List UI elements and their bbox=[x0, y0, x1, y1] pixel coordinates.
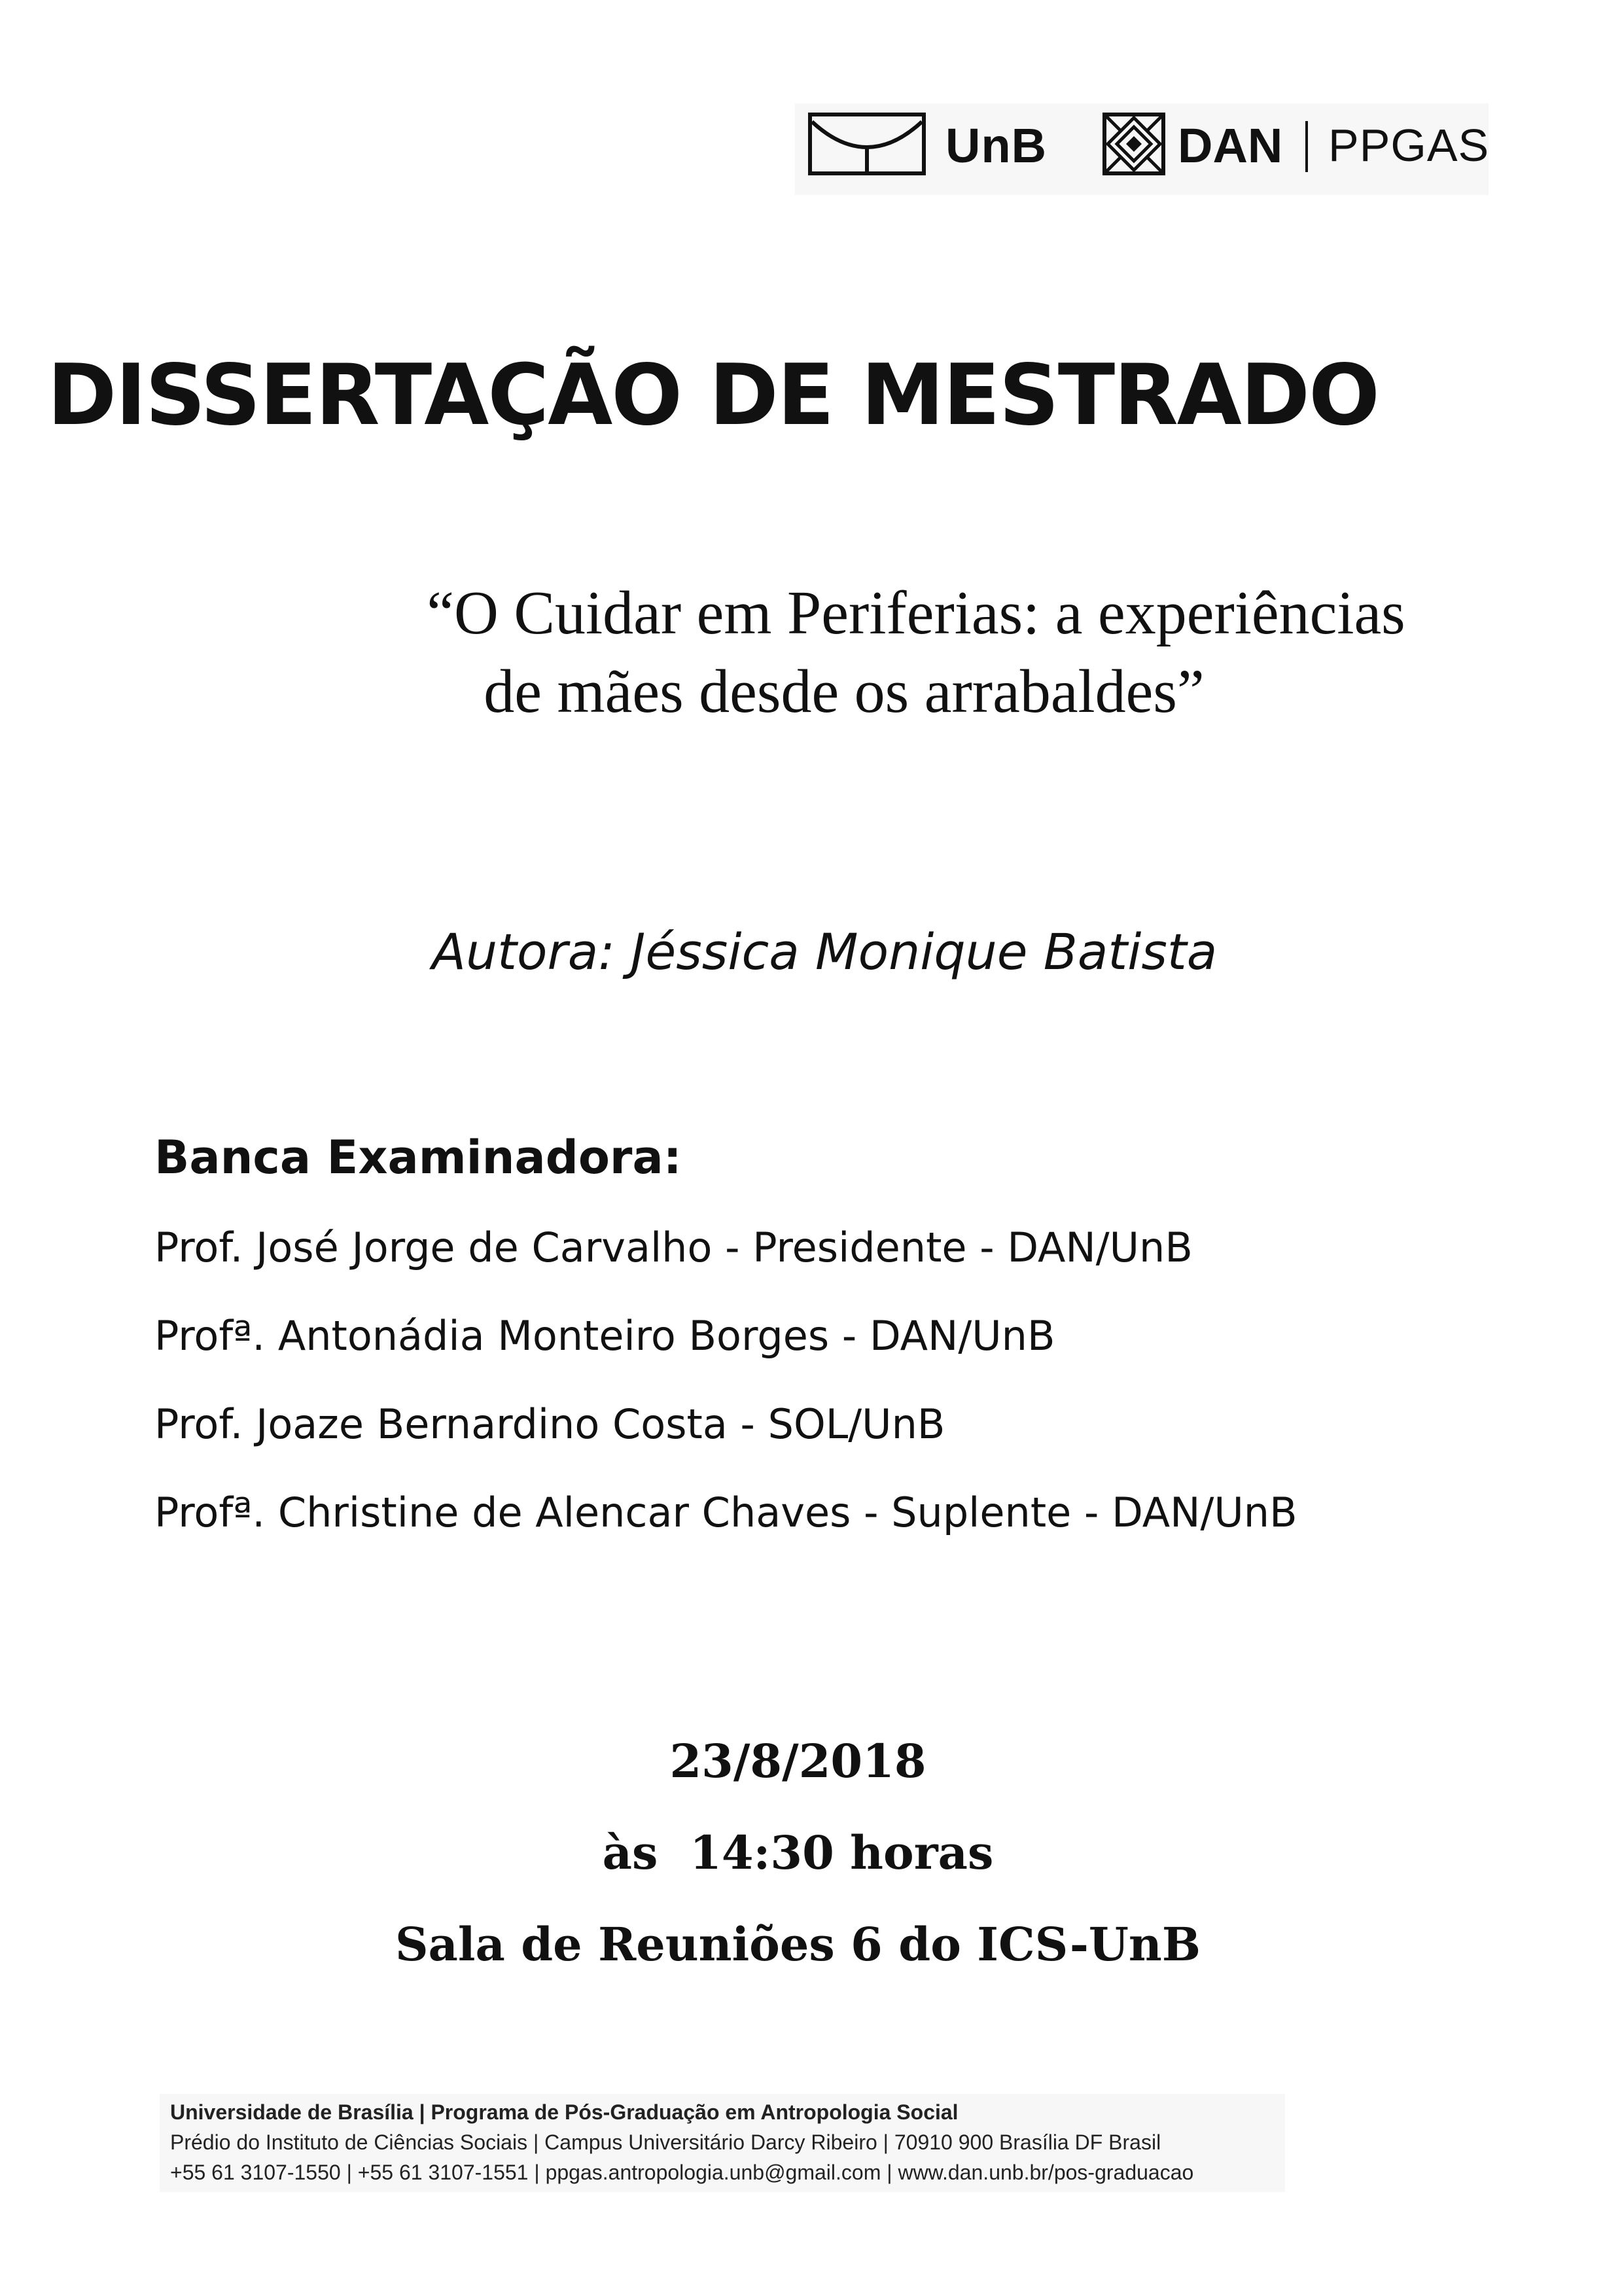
dan-logo-text: DAN bbox=[1178, 118, 1283, 173]
unb-envelope-logo-icon bbox=[808, 113, 926, 175]
author: Autora: Jéssica Monique Batista bbox=[432, 923, 1218, 981]
dan-diamond-pattern-icon bbox=[1102, 113, 1165, 175]
document-title: DISSERTAÇÃO DE MESTRADO bbox=[47, 347, 1379, 444]
board-member: Prof. Joaze Bernardino Costa - SOL/UnB bbox=[154, 1400, 945, 1448]
board-member: Profª. Christine de Alencar Chaves - Suplente - DAN/UnB bbox=[154, 1489, 1297, 1536]
header-separator bbox=[1305, 121, 1308, 172]
board-member: Prof. José Jorge de Carvalho - Presidente - DAN/UnB bbox=[154, 1224, 1193, 1271]
footer-contacts: +55 61 3107-1550 | +55 61 3107-1551 | ppgas.antropologia.unb@gmail.com | www.dan.unb.br/pos-graduacao bbox=[170, 2161, 1194, 2184]
event-date: 23/8/2018 bbox=[669, 1734, 926, 1788]
footer-address: Prédio do Instituto de Ciências Sociais | Campus Universitário Darcy Ribeiro | 70910 900 Brasília DF Brasil bbox=[170, 2130, 1161, 2154]
board-heading: Banca Examinadora: bbox=[154, 1131, 682, 1184]
dissertation-title-line-2: de mães desde os arrabaldes” bbox=[484, 658, 1205, 726]
footer-institution: Universidade de Brasília | Programa de Pós-Graduação em Antropologia Social bbox=[170, 2100, 959, 2124]
dissertation-title-line-1: “O Cuidar em Periferias: a experiências bbox=[427, 579, 1405, 647]
event-time: às 14:30 horas bbox=[602, 1826, 994, 1880]
board-member: Profª. Antonádia Monteiro Borges - DAN/UnB bbox=[154, 1312, 1055, 1360]
event-place: Sala de Reuniões 6 do ICS-UnB bbox=[395, 1917, 1201, 1971]
unb-logo-text: UnB bbox=[945, 118, 1048, 173]
ppgas-logo-text: PPGAS bbox=[1328, 120, 1490, 171]
